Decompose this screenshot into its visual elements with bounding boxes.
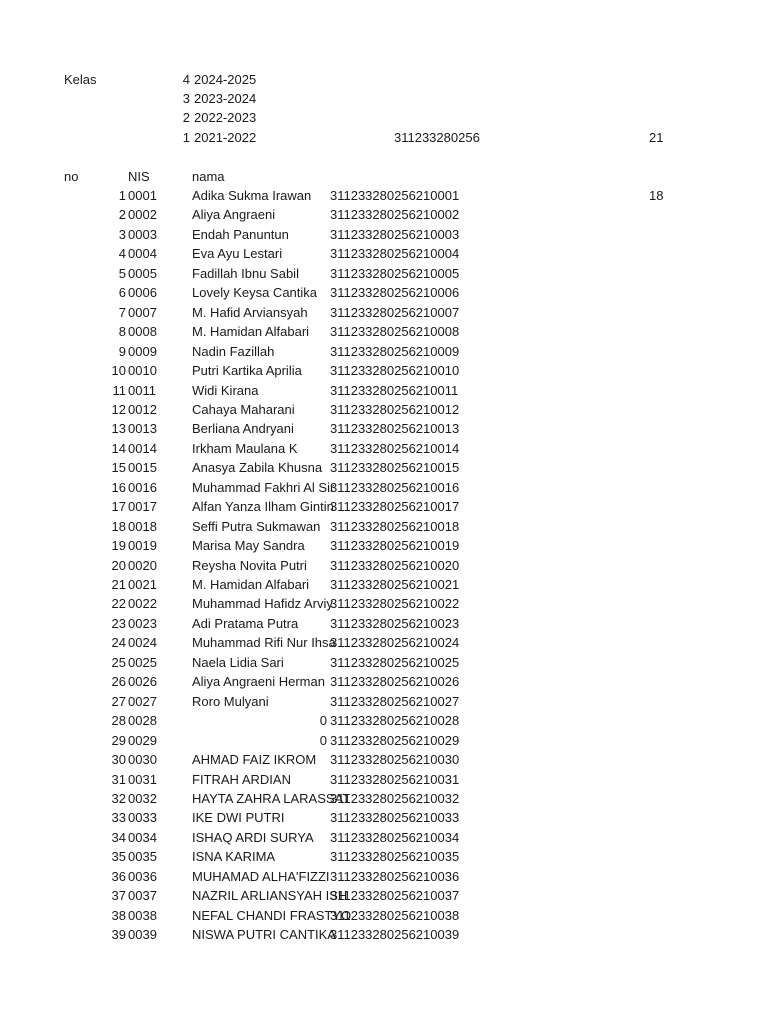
- row-nama: AHMAD FAIZ IKROM: [192, 752, 317, 767]
- row-nama: M. Hafid Arviansyah: [192, 305, 308, 320]
- row-code: 311233280256210033: [330, 810, 460, 825]
- row-code: 311233280256210023: [330, 616, 460, 631]
- row-nis: 0010: [128, 363, 157, 378]
- row-nama: Adi Pratama Putra: [192, 616, 299, 631]
- row-code: 311233280256210035: [330, 849, 460, 864]
- col-header-nis: NIS: [128, 169, 150, 184]
- kelas-label: Kelas: [64, 72, 97, 87]
- row-nis: 0001: [128, 188, 157, 203]
- row-nis: 0020: [128, 558, 157, 573]
- row-no: 16: [111, 480, 126, 495]
- row-nis: 0015: [128, 460, 157, 475]
- row-nama: Marisa May Sandra: [192, 538, 305, 553]
- row-nama: Muhammad Rifi Nur Ihsa: [192, 635, 336, 650]
- row-no: 22: [111, 596, 126, 611]
- row-nis: 0016: [128, 480, 157, 495]
- row-code: 311233280256210028: [330, 713, 460, 728]
- row-code: 311233280256210026: [330, 674, 460, 689]
- school-code: 311233280256: [394, 130, 480, 145]
- row-nama: NISWA PUTRI CANTIKA: [192, 927, 336, 942]
- row-nama: Reysha Novita Putri: [192, 558, 307, 573]
- row-no: 10: [111, 363, 126, 378]
- row-code: 311233280256210017: [330, 499, 460, 514]
- row-nis: 0006: [128, 285, 157, 300]
- row-no: 19: [111, 538, 126, 553]
- row-code: 311233280256210030: [330, 752, 460, 767]
- row-nama: 0: [319, 733, 327, 748]
- year-range: 2023-2024: [194, 91, 257, 106]
- row-code: 311233280256210027: [330, 694, 460, 709]
- row-no: 3: [118, 227, 126, 242]
- row-code: 311233280256210032: [330, 791, 460, 806]
- row-nis: 0011: [128, 383, 156, 398]
- row-nama: Adika Sukma Irawan: [192, 188, 312, 203]
- row-no: 20: [111, 558, 126, 573]
- row-nis: 0038: [128, 908, 157, 923]
- row-no: 32: [111, 791, 126, 806]
- row-nis: 0025: [128, 655, 157, 670]
- row-code: 311233280256210001: [330, 188, 460, 203]
- row-nis: 0002: [128, 207, 157, 222]
- row-code: 311233280256210015: [330, 460, 460, 475]
- row-nama: Seffi Putra Sukmawan: [192, 519, 321, 534]
- row-code: 311233280256210010: [330, 363, 460, 378]
- row-no: 14: [111, 441, 126, 456]
- row-no: 1: [118, 188, 126, 203]
- row-no: 8: [118, 324, 126, 339]
- year-num: 1: [182, 130, 190, 145]
- row-nama: Putri Kartika Aprilia: [192, 363, 302, 378]
- row-code: 311233280256210037: [330, 888, 460, 903]
- row-code: 311233280256210012: [330, 402, 460, 417]
- row-no: 29: [111, 733, 126, 748]
- row-code: 311233280256210005: [330, 266, 460, 281]
- row-nama: FITRAH ARDIAN: [192, 772, 291, 787]
- row-nis: 0005: [128, 266, 157, 281]
- row-code: 311233280256210029: [330, 733, 460, 748]
- row-no: 11: [112, 383, 126, 398]
- row-nis: 0012: [128, 402, 157, 417]
- row-code: 311233280256210003: [330, 227, 460, 242]
- row-nama: HAYTA ZAHRA LARASSAT: [192, 791, 351, 806]
- row-code: 311233280256210018: [330, 519, 460, 534]
- row-no: 30: [111, 752, 126, 767]
- row-no: 21: [111, 577, 126, 592]
- row-nama: NAZRIL ARLIANSYAH ISH: [192, 888, 348, 903]
- col-header-nama: nama: [192, 169, 225, 184]
- row-no: 25: [111, 655, 126, 670]
- row-nama: Eva Ayu Lestari: [192, 246, 283, 261]
- row-nama: MUHAMAD ALHA'FIZZI: [192, 869, 330, 884]
- row-nis: 0017: [128, 499, 157, 514]
- row-nama: M. Hamidan Alfabari: [192, 577, 310, 592]
- row-no: 35: [111, 849, 126, 864]
- row-no: 38: [111, 908, 126, 923]
- col-header-no: no: [64, 169, 79, 184]
- row-no: 27: [111, 694, 126, 709]
- row-nama: Roro Mulyani: [192, 694, 269, 709]
- row-no: 17: [111, 499, 126, 514]
- row-nis: 0022: [128, 596, 157, 611]
- row-nis: 0029: [128, 733, 157, 748]
- row-nama: Anasya Zabila Khusna: [192, 460, 323, 475]
- year-range: 2021-2022: [194, 130, 257, 145]
- row-nis: 0035: [128, 849, 157, 864]
- row-no: 18: [111, 519, 126, 534]
- row-nis: 0039: [128, 927, 157, 942]
- row-nama: Aliya Angraeni: [192, 207, 276, 222]
- row-no: 12: [111, 402, 126, 417]
- row-nama: ISHAQ ARDI SURYA: [192, 830, 314, 845]
- row-nis: 0027: [128, 694, 157, 709]
- row-nis: 0033: [128, 810, 157, 825]
- row-no: 34: [111, 830, 126, 845]
- row-code: 311233280256210006: [330, 285, 460, 300]
- row-no: 37: [111, 888, 126, 903]
- row-nis: 0028: [128, 713, 157, 728]
- row-nama: IKE DWI PUTRI: [192, 810, 285, 825]
- row-no: 23: [111, 616, 126, 631]
- row-no: 28: [111, 713, 126, 728]
- row-nis: 0026: [128, 674, 157, 689]
- row-nis: 0018: [128, 519, 157, 534]
- row-nis: 0024: [128, 635, 157, 650]
- row-nama: Widi Kirana: [192, 383, 259, 398]
- row-no: 39: [111, 927, 126, 942]
- row-code: 311233280256210016: [330, 480, 460, 495]
- row-code: 311233280256210002: [330, 207, 460, 222]
- row-no: 2: [118, 207, 126, 222]
- row-nis: 0023: [128, 616, 157, 631]
- row-nama: Nadin Fazillah: [192, 344, 275, 359]
- row-code: 311233280256210024: [330, 635, 460, 650]
- row-code: 311233280256210022: [330, 596, 460, 611]
- row-nama: Cahaya Maharani: [192, 402, 295, 417]
- row-code: 311233280256210039: [330, 927, 460, 942]
- row-nama: Endah Panuntun: [192, 227, 289, 242]
- row-nis: 0004: [128, 246, 157, 261]
- row-no: 7: [118, 305, 126, 320]
- row-nama: Berliana Andryani: [192, 421, 294, 436]
- row-nis: 0031: [128, 772, 157, 787]
- row-code: 311233280256210009: [330, 344, 460, 359]
- year-range: 2024-2025: [194, 72, 257, 87]
- row-no: 15: [111, 460, 126, 475]
- row-no: 36: [111, 869, 126, 884]
- row-nama: 0: [319, 713, 327, 728]
- row-no: 4: [118, 246, 126, 261]
- year-range: 2022-2023: [194, 110, 257, 125]
- row-nis: 0030: [128, 752, 157, 767]
- year-num: 4: [182, 72, 190, 87]
- row-no: 13: [111, 421, 126, 436]
- row-nis: 0013: [128, 421, 157, 436]
- row-no: 31: [111, 772, 126, 787]
- row-nis: 0008: [128, 324, 157, 339]
- row-code: 311233280256210038: [330, 908, 460, 923]
- row-code: 311233280256210013: [330, 421, 460, 436]
- row-nama: Aliya Angraeni Herman: [192, 674, 325, 689]
- row-nama: Fadillah Ibnu Sabil: [192, 266, 299, 281]
- row-nis: 0009: [128, 344, 157, 359]
- row-nama: Muhammad Fakhri Al Sir: [192, 480, 335, 495]
- row-nama: M. Hamidan Alfabari: [192, 324, 310, 339]
- row-code: 311233280256210008: [330, 324, 460, 339]
- row-nama: Lovely Keysa Cantika: [192, 285, 318, 300]
- year-code: 21: [649, 130, 664, 145]
- row-nama: Muhammad Hafidz Arviy: [192, 596, 333, 611]
- row-nama: NEFAL CHANDI FRASTYO: [192, 908, 352, 923]
- row-nis: 0007: [128, 305, 157, 320]
- row-nis: 0034: [128, 830, 157, 845]
- row-nis: 0003: [128, 227, 157, 242]
- row-code: 311233280256210011: [330, 383, 459, 398]
- row-nis: 0014: [128, 441, 157, 456]
- row-nama: Irkham Maulana K: [192, 441, 298, 456]
- row-nama: Alfan Yanza Ilham Gintin: [192, 499, 334, 514]
- row-code: 311233280256210020: [330, 558, 460, 573]
- row-code: 311233280256210007: [330, 305, 460, 320]
- row-nis: 0032: [128, 791, 157, 806]
- row-nis: 0037: [128, 888, 157, 903]
- row-code: 311233280256210036: [330, 869, 460, 884]
- row-code: 311233280256210004: [330, 246, 460, 261]
- row-nama: ISNA KARIMA: [192, 849, 276, 864]
- year-num: 2: [182, 110, 190, 125]
- row-no: 26: [111, 674, 126, 689]
- row-no: 33: [111, 810, 126, 825]
- row-code: 311233280256210014: [330, 441, 460, 456]
- row-code: 311233280256210021: [330, 577, 460, 592]
- row-no: 9: [118, 344, 126, 359]
- year-num: 3: [182, 91, 190, 106]
- row-code: 311233280256210025: [330, 655, 460, 670]
- row-nis: 0036: [128, 869, 157, 884]
- row-nis: 0019: [128, 538, 157, 553]
- row-no: 5: [118, 266, 126, 281]
- row-code: 311233280256210019: [330, 538, 460, 553]
- side-value: 18: [649, 188, 664, 203]
- row-code: 311233280256210034: [330, 830, 460, 845]
- row-nis: 0021: [128, 577, 157, 592]
- row-no: 6: [118, 285, 126, 300]
- row-code: 311233280256210031: [330, 772, 460, 787]
- row-no: 24: [111, 635, 126, 650]
- row-nama: Naela Lidia Sari: [192, 655, 284, 670]
